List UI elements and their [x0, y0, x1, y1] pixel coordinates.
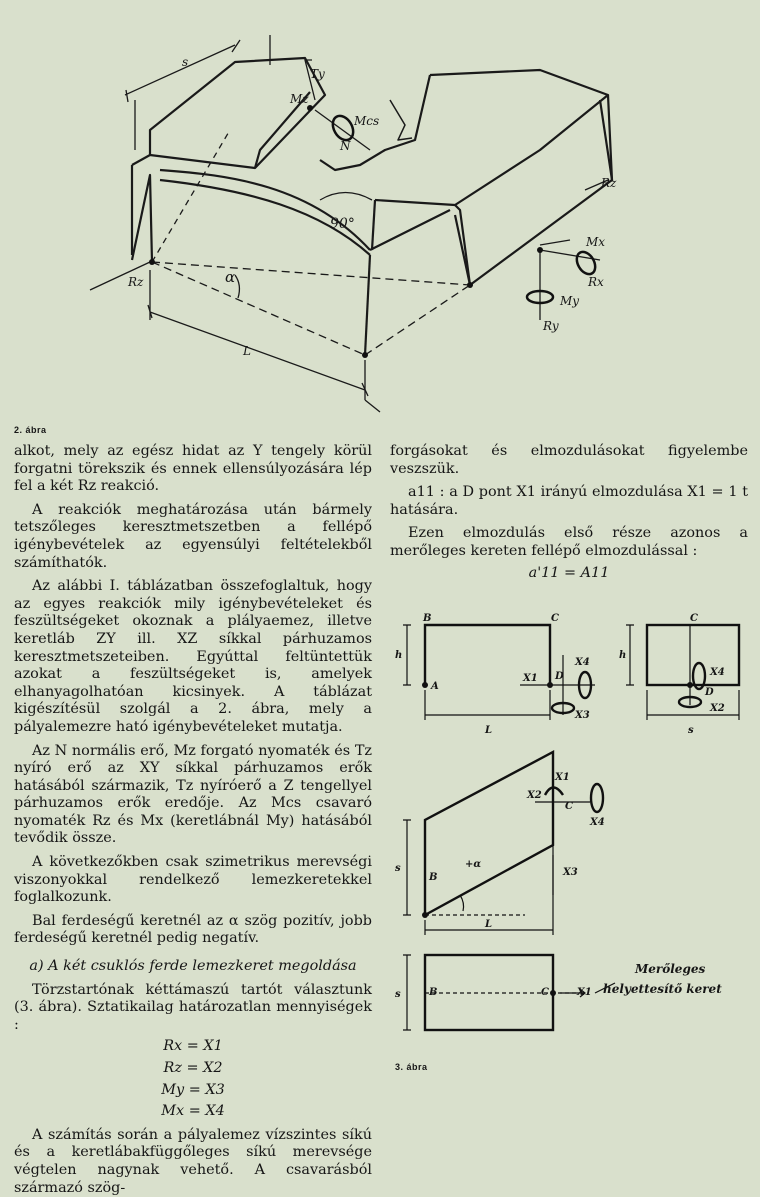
right-paragraph-3: Ezen elmozdulás első része azonos a merőleges kereten fellépő elmozdulással : [390, 525, 748, 559]
label-my: My [560, 294, 580, 308]
f3-b1: B [423, 613, 432, 624]
left-paragraph-3: Az alábbi I. táblázatban összefoglaltuk, hogy az egyes reakciók mily igénybevételeket és feszültségeket okoznak a plályaemez, illetve keretláb ZY ill. XZ síkkal párhuzamos keresztmetszeteiben. Egyúttal feltüntettük azokat a feszültségeket is, amelyek elhanyagolhatóan kicsinyek. A táblázat kigészítésül szolgál a 2. ábra, mely a pályalemezre ható igénybevételeket mutatja. [14, 578, 372, 735]
label-mcs: Mcs [354, 114, 380, 128]
figure-3-frame-diagrams [385, 595, 755, 1065]
right-paragraph-2: a11 : a D pont X1 irányú elmozdulása X1 = 1 t hatására. [390, 484, 748, 518]
f3-note-line2: helyettesítő keret [603, 982, 722, 996]
left-paragraph-1: alkot, mely az egész hidat az Y tengely körül forgatni törekszik és ennek ellensúlyozására lép fel a két Rz reakció. [14, 443, 372, 495]
f3-d1: D [555, 671, 564, 682]
f3-note-line1: Merőleges [635, 962, 706, 976]
f3-b3: B [429, 872, 438, 883]
left-paragraph-6: Bal ferdeségű keretnél az α szög pozitív, jobb ferdeségű keretnél pedig negatív. [14, 912, 372, 947]
f3-alpha3: +α [465, 859, 482, 870]
label-alpha: α [225, 268, 236, 286]
f3-x3a: X3 [575, 710, 590, 721]
figure-3-caption: 3. ábra [395, 1062, 428, 1072]
f3-b4: B [429, 987, 438, 998]
equation-1: Rx = X1 [163, 1038, 223, 1055]
f3-c4: C [541, 987, 549, 998]
left-paragraph-5: A következőkben csak szimetrikus merevségi viszonyokkal rendelkező lemezkeretekkel foglalkozunk. [14, 854, 372, 906]
f3-d2: D [705, 687, 714, 698]
label-ry: Ry [543, 319, 559, 333]
f3-x4a: X4 [575, 657, 590, 668]
label-90: 90° [330, 216, 355, 232]
label-l: L [243, 344, 251, 358]
left-paragraph-4: Az N normális erő, Mz forgató nyomaték és Tz nyíró erő az XY síkkal párhuzamos erők hatásából származik, Tz nyíróerő a Z tengellyel párhuzamos erők eredője. Az Mcs csavaró nyomaték Rz és Mx (keretlábnál My) hatásából tevődik össze. [14, 742, 372, 847]
figure-2-bridge-drawing [0, 0, 760, 425]
figure-2-caption: 2. ábra [14, 425, 47, 435]
f3-x1d: X1 [577, 987, 592, 998]
section-heading: a) A két csuklós ferde lemezkeret megoldása [29, 958, 357, 975]
f3-s4: s [395, 989, 401, 1000]
label-mz: Mz [290, 92, 309, 106]
left-paragraph-8: A számítás során a pályalemez vízszintes síkú és a keretlábakfüggőleges síkú merevsége végtelen nagynak vehető. A csavarásból származó szög- [14, 1126, 372, 1196]
f3-h1: h [395, 650, 403, 661]
f3-cc: C [565, 801, 573, 812]
right-paragraph-1: forgásokat és elmozdulásokat figyelembe veszszük. [390, 443, 748, 477]
label-n: N [340, 139, 351, 153]
f3-x2b: X2 [710, 703, 725, 714]
f3-l3: L [485, 919, 493, 930]
f3-l1: L [485, 725, 493, 736]
left-paragraph-2: A reakciók meghatározása után bármely tetszőleges keresztmetszetben a fellépő igénybevételek az egyensúlyi feltételekből számíthatók. [14, 501, 372, 571]
f3-s3: s [395, 863, 401, 874]
right-equation: a'11 = A11 [528, 564, 610, 581]
label-rx: Rx [588, 275, 604, 289]
f3-x1a: X1 [523, 673, 538, 684]
f3-x3c: X3 [563, 867, 578, 878]
left-paragraph-7: Törzstartónak kéttámaszú tartót választunk (3. ábra). Sztatikailag határozatlan mennyiségek : [14, 981, 372, 1033]
label-mx: Mx [586, 235, 606, 249]
f3-x1c: X1 [555, 772, 570, 783]
equation-4: Mx = X4 [161, 1103, 225, 1120]
label-rz-right: Rz [601, 176, 617, 190]
f3-a1: A [431, 681, 439, 692]
f3-c2: C [690, 613, 698, 624]
f3-h2: h [619, 650, 627, 661]
f3-x4b: X4 [710, 667, 725, 678]
label-rz-left: Rz [128, 275, 144, 289]
f3-c1: C [551, 613, 559, 624]
equation-2: Rz = X2 [163, 1060, 223, 1076]
right-text-column [390, 443, 748, 586]
f3-x2c: X2 [527, 790, 542, 801]
f3-s2: s [688, 725, 694, 736]
f3-x4c: X4 [590, 817, 605, 828]
label-ty: Ty [310, 67, 325, 81]
left-text-column [14, 443, 372, 1197]
equation-3: My = X3 [161, 1081, 225, 1098]
label-s: s [182, 55, 189, 69]
